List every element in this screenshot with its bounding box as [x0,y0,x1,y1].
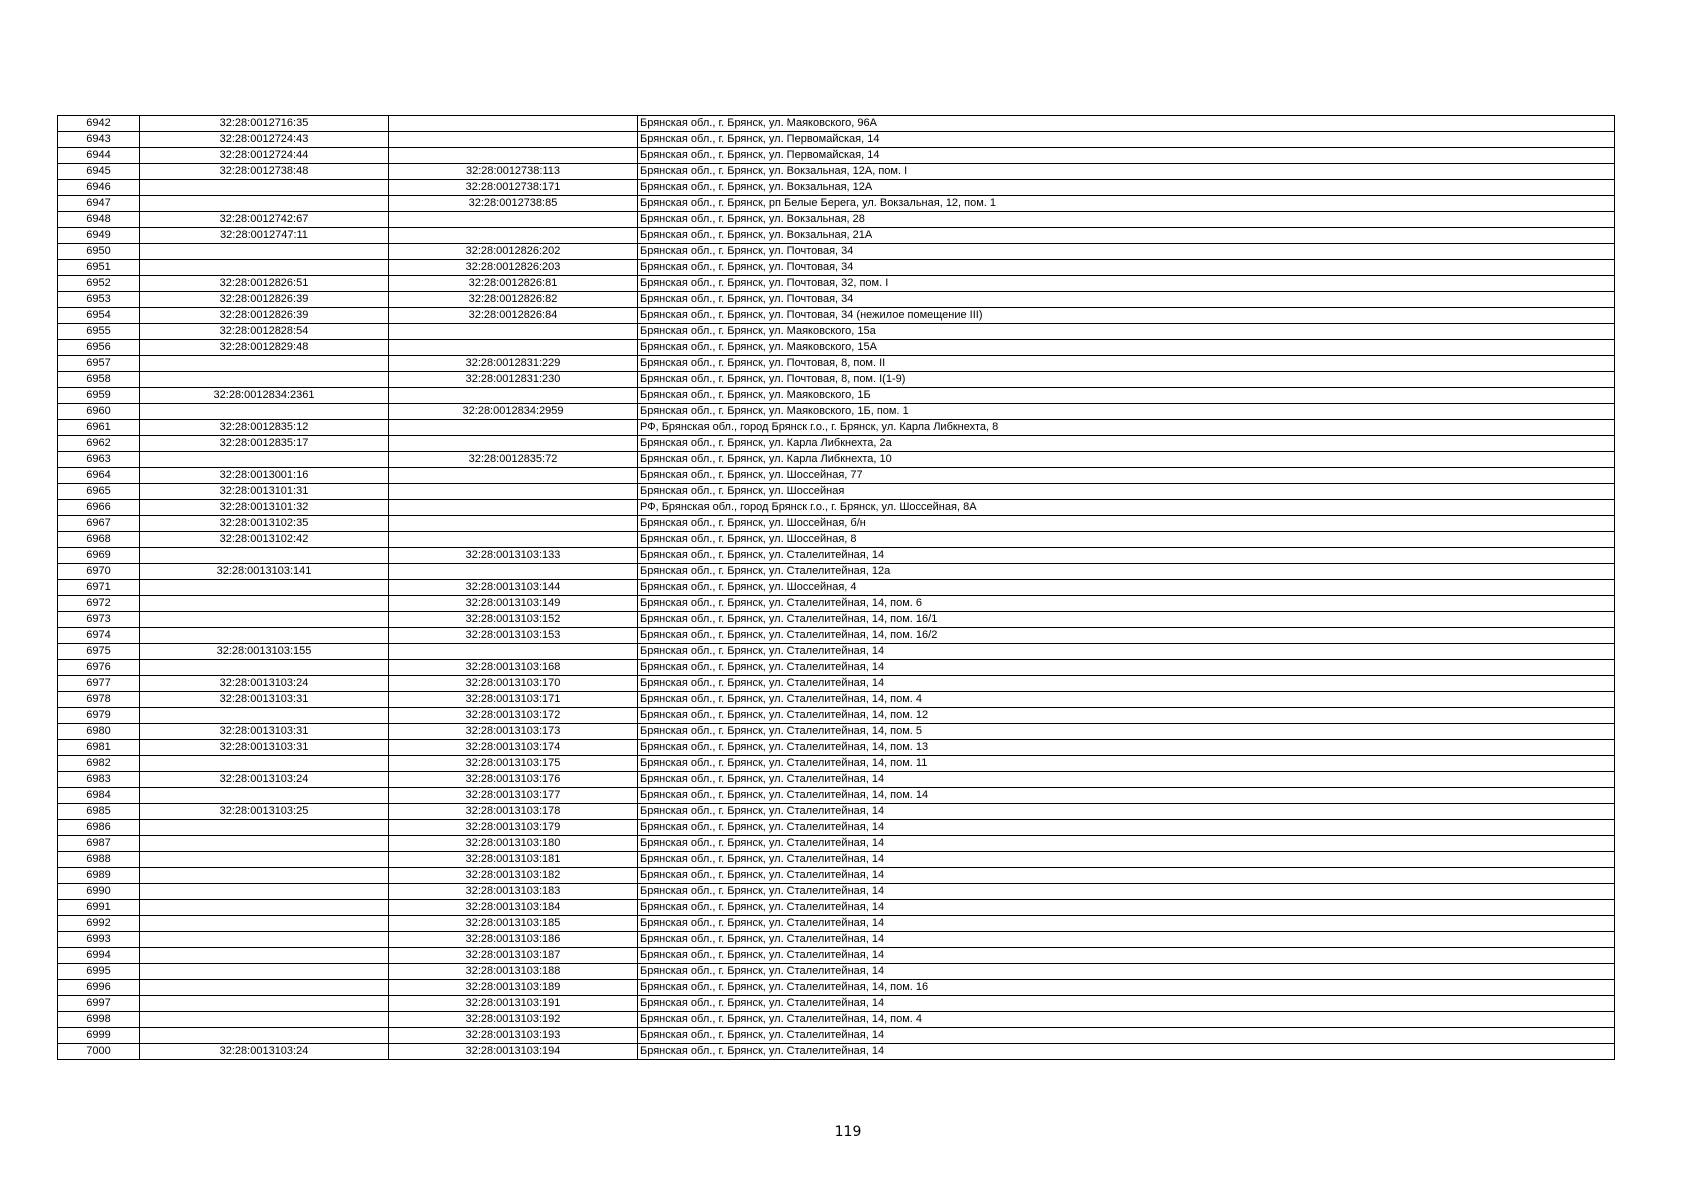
premises-cadastral-number-cell: 32:28:0012738:171 [389,180,638,196]
address-cell: Брянская обл., г. Брянск, ул. Вокзальная, 12А, пом. I [638,164,1615,180]
table-row [58,516,1615,532]
row-number-cell: 6978 [58,692,140,708]
cadastral-number-cell [140,548,389,564]
cadastral-number-cell [140,996,389,1012]
table-row [58,836,1615,852]
premises-cadastral-number-cell: 32:28:0013103:178 [389,804,638,820]
table-row [58,948,1615,964]
table-row [58,564,1615,580]
row-number-cell: 6966 [58,500,140,516]
table-body [58,116,1615,1060]
table-row [58,404,1615,420]
row-number-cell: 6982 [58,756,140,772]
address-cell: Брянская обл., г. Брянск, ул. Маяковского, 15а [638,324,1615,340]
cadastral-number-cell: 32:28:0013103:24 [140,772,389,788]
table-row [58,884,1615,900]
table-row [58,916,1615,932]
address-cell: Брянская обл., г. Брянск, ул. Сталелитейная, 14, пом. 12 [638,708,1615,724]
table-row [58,116,1615,132]
premises-cadastral-number-cell: 32:28:0012834:2959 [389,404,638,420]
premises-cadastral-number-cell: 32:28:0013103:193 [389,1028,638,1044]
row-number-cell: 6955 [58,324,140,340]
address-cell: Брянская обл., г. Брянск, ул. Сталелитейная, 14 [638,852,1615,868]
address-cell: Брянская обл., г. Брянск, рп Белые Берега, ул. Вокзальная, 12, пом. 1 [638,196,1615,212]
table-row [58,580,1615,596]
row-number-cell: 7000 [58,1044,140,1060]
premises-cadastral-number-cell: 32:28:0012826:203 [389,260,638,276]
table-row [58,708,1615,724]
row-number-cell: 6962 [58,436,140,452]
cadastral-number-cell: 32:28:0012724:44 [140,148,389,164]
table-row [58,148,1615,164]
premises-cadastral-number-cell: 32:28:0013103:153 [389,628,638,644]
table-row [58,820,1615,836]
address-cell: Брянская обл., г. Брянск, ул. Шоссейная, б/н [638,516,1615,532]
row-number-cell: 6987 [58,836,140,852]
table-row [58,1044,1615,1060]
table-row [58,228,1615,244]
cadastral-number-cell: 32:28:0012826:39 [140,292,389,308]
cadastral-number-cell [140,932,389,948]
table-row [58,1028,1615,1044]
row-number-cell: 6944 [58,148,140,164]
row-number-cell: 6946 [58,180,140,196]
cadastral-number-cell: 32:28:0013101:31 [140,484,389,500]
premises-cadastral-number-cell: 32:28:0013103:187 [389,948,638,964]
table-row [58,132,1615,148]
premises-cadastral-number-cell: 32:28:0013103:144 [389,580,638,596]
cadastral-number-cell [140,900,389,916]
address-cell: Брянская обл., г. Брянск, ул. Вокзальная, 21А [638,228,1615,244]
address-cell: Брянская обл., г. Брянск, ул. Сталелитейная, 14, пом. 13 [638,740,1615,756]
address-cell: Брянская обл., г. Брянск, ул. Почтовая, 34 [638,260,1615,276]
property-registry-table [57,115,1615,1060]
cadastral-number-cell: 32:28:0012747:11 [140,228,389,244]
row-number-cell: 6990 [58,884,140,900]
address-cell: Брянская обл., г. Брянск, ул. Сталелитейная, 14 [638,932,1615,948]
table-row [58,372,1615,388]
address-cell: Брянская обл., г. Брянск, ул. Первомайская, 14 [638,132,1615,148]
row-number-cell: 6964 [58,468,140,484]
row-number-cell: 6968 [58,532,140,548]
table-row [58,788,1615,804]
table-row [58,180,1615,196]
row-number-cell: 6997 [58,996,140,1012]
cadastral-number-cell [140,180,389,196]
address-cell: Брянская обл., г. Брянск, ул. Сталелитейная, 14 [638,1044,1615,1060]
address-cell: Брянская обл., г. Брянск, ул. Сталелитейная, 14, пом. 4 [638,692,1615,708]
table-row [58,724,1615,740]
row-number-cell: 6958 [58,372,140,388]
premises-cadastral-number-cell: 32:28:0013103:173 [389,724,638,740]
row-number-cell: 6991 [58,900,140,916]
address-cell: Брянская обл., г. Брянск, ул. Почтовая, 32, пом. I [638,276,1615,292]
address-cell: Брянская обл., г. Брянск, ул. Почтовая, 8, пом. II [638,356,1615,372]
table-row [58,980,1615,996]
cadastral-number-cell [140,196,389,212]
table-row [58,468,1615,484]
premises-cadastral-number-cell: 32:28:0013103:172 [389,708,638,724]
row-number-cell: 6976 [58,660,140,676]
address-cell: Брянская обл., г. Брянск, ул. Сталелитейная, 14 [638,836,1615,852]
address-cell: Брянская обл., г. Брянск, ул. Сталелитейная, 14, пом. 11 [638,756,1615,772]
cadastral-number-cell [140,596,389,612]
cadastral-number-cell: 32:28:0012738:48 [140,164,389,180]
row-number-cell: 6973 [58,612,140,628]
table-row [58,548,1615,564]
cadastral-number-cell [140,612,389,628]
address-cell: Брянская обл., г. Брянск, ул. Сталелитейная, 14 [638,644,1615,660]
address-cell: Брянская обл., г. Брянск, ул. Вокзальная, 28 [638,212,1615,228]
cadastral-number-cell [140,820,389,836]
table-row [58,484,1615,500]
cadastral-number-cell: 32:28:0012835:12 [140,420,389,436]
row-number-cell: 6961 [58,420,140,436]
premises-cadastral-number-cell: 32:28:0013103:170 [389,676,638,692]
premises-cadastral-number-cell: 32:28:0012738:113 [389,164,638,180]
cadastral-number-cell [140,404,389,420]
row-number-cell: 6956 [58,340,140,356]
table-row [58,660,1615,676]
row-number-cell: 6974 [58,628,140,644]
row-number-cell: 6957 [58,356,140,372]
table-row [58,340,1615,356]
table-row [58,500,1615,516]
premises-cadastral-number-cell: 32:28:0013103:181 [389,852,638,868]
premises-cadastral-number-cell: 32:28:0013103:168 [389,660,638,676]
cadastral-number-cell [140,916,389,932]
cadastral-number-cell: 32:28:0013103:155 [140,644,389,660]
address-cell: Брянская обл., г. Брянск, ул. Сталелитейная, 14 [638,660,1615,676]
address-cell: Брянская обл., г. Брянск, ул. Маяковского, 1Б [638,388,1615,404]
cadastral-number-cell [140,788,389,804]
row-number-cell: 6977 [58,676,140,692]
table-row [58,212,1615,228]
row-number-cell: 6993 [58,932,140,948]
premises-cadastral-number-cell [389,420,638,436]
cadastral-number-cell: 32:28:0012742:67 [140,212,389,228]
premises-cadastral-number-cell: 32:28:0013103:183 [389,884,638,900]
premises-cadastral-number-cell [389,340,638,356]
cadastral-number-cell: 32:28:0013103:24 [140,1044,389,1060]
row-number-cell: 6988 [58,852,140,868]
premises-cadastral-number-cell: 32:28:0012826:202 [389,244,638,260]
row-number-cell: 6969 [58,548,140,564]
row-number-cell: 6971 [58,580,140,596]
row-number-cell: 6942 [58,116,140,132]
cadastral-number-cell [140,948,389,964]
address-cell: Брянская обл., г. Брянск, ул. Сталелитейная, 14, пом. 14 [638,788,1615,804]
table-row [58,420,1615,436]
address-cell: Брянская обл., г. Брянск, ул. Сталелитейная, 14 [638,676,1615,692]
address-cell: Брянская обл., г. Брянск, ул. Почтовая, 34 [638,244,1615,260]
row-number-cell: 6960 [58,404,140,420]
cadastral-number-cell [140,756,389,772]
row-number-cell: 6954 [58,308,140,324]
premises-cadastral-number-cell: 32:28:0013103:149 [389,596,638,612]
row-number-cell: 6996 [58,980,140,996]
cadastral-number-cell: 32:28:0012716:35 [140,116,389,132]
premises-cadastral-number-cell [389,564,638,580]
row-number-cell: 6967 [58,516,140,532]
table-row [58,308,1615,324]
premises-cadastral-number-cell [389,436,638,452]
table-row [58,164,1615,180]
table-row [58,244,1615,260]
row-number-cell: 6983 [58,772,140,788]
row-number-cell: 6947 [58,196,140,212]
row-number-cell: 6951 [58,260,140,276]
cadastral-number-cell: 32:28:0012826:39 [140,308,389,324]
premises-cadastral-number-cell: 32:28:0013103:152 [389,612,638,628]
table-row [58,756,1615,772]
premises-cadastral-number-cell: 32:28:0013103:171 [389,692,638,708]
table-row [58,628,1615,644]
premises-cadastral-number-cell: 32:28:0012826:81 [389,276,638,292]
address-cell: Брянская обл., г. Брянск, ул. Сталелитейная, 14, пом. 16 [638,980,1615,996]
address-cell: Брянская обл., г. Брянск, ул. Почтовая, 8, пом. I(1-9) [638,372,1615,388]
address-cell: Брянская обл., г. Брянск, ул. Сталелитейная, 14 [638,1028,1615,1044]
address-cell: Брянская обл., г. Брянск, ул. Сталелитейная, 12а [638,564,1615,580]
premises-cadastral-number-cell: 32:28:0013103:185 [389,916,638,932]
cadastral-number-cell: 32:28:0012826:51 [140,276,389,292]
address-cell: Брянская обл., г. Брянск, ул. Сталелитейная, 14, пом. 16/2 [638,628,1615,644]
premises-cadastral-number-cell [389,148,638,164]
table-row [58,436,1615,452]
address-cell: Брянская обл., г. Брянск, ул. Шоссейная [638,484,1615,500]
premises-cadastral-number-cell: 32:28:0013103:177 [389,788,638,804]
premises-cadastral-number-cell [389,324,638,340]
premises-cadastral-number-cell [389,228,638,244]
table-row [58,644,1615,660]
cadastral-number-cell [140,852,389,868]
address-cell: Брянская обл., г. Брянск, ул. Сталелитейная, 14 [638,884,1615,900]
address-cell: Брянская обл., г. Брянск, ул. Сталелитейная, 14 [638,820,1615,836]
premises-cadastral-number-cell [389,468,638,484]
premises-cadastral-number-cell: 32:28:0012826:84 [389,308,638,324]
cadastral-number-cell [140,1028,389,1044]
premises-cadastral-number-cell: 32:28:0013103:179 [389,820,638,836]
row-number-cell: 6975 [58,644,140,660]
premises-cadastral-number-cell: 32:28:0013103:175 [389,756,638,772]
address-cell: Брянская обл., г. Брянск, ул. Сталелитейная, 14, пом. 6 [638,596,1615,612]
premises-cadastral-number-cell [389,644,638,660]
page-number: 119 [834,1124,862,1140]
table-row [58,196,1615,212]
premises-cadastral-number-cell: 32:28:0013103:189 [389,980,638,996]
address-cell: Брянская обл., г. Брянск, ул. Сталелитейная, 14 [638,996,1615,1012]
table-row [58,1012,1615,1028]
cadastral-number-cell: 32:28:0013103:24 [140,676,389,692]
cadastral-number-cell [140,868,389,884]
cadastral-number-cell [140,260,389,276]
table-row [58,260,1615,276]
table-row [58,292,1615,308]
cadastral-number-cell: 32:28:0013103:25 [140,804,389,820]
row-number-cell: 6965 [58,484,140,500]
premises-cadastral-number-cell: 32:28:0013103:182 [389,868,638,884]
address-cell: РФ, Брянская обл., город Брянск г.о., г. Брянск, ул. Карла Либкнехта, 8 [638,420,1615,436]
table-row [58,996,1615,1012]
cadastral-number-cell [140,372,389,388]
table-row [58,932,1615,948]
premises-cadastral-number-cell [389,388,638,404]
address-cell: Брянская обл., г. Брянск, ул. Сталелитейная, 14 [638,804,1615,820]
row-number-cell: 6998 [58,1012,140,1028]
row-number-cell: 6950 [58,244,140,260]
table-row [58,532,1615,548]
table-row [58,452,1615,468]
table-row [58,596,1615,612]
premises-cadastral-number-cell: 32:28:0013103:174 [389,740,638,756]
table-row [58,692,1615,708]
premises-cadastral-number-cell: 32:28:0012831:230 [389,372,638,388]
premises-cadastral-number-cell: 32:28:0013103:180 [389,836,638,852]
premises-cadastral-number-cell: 32:28:0013103:184 [389,900,638,916]
cadastral-number-cell: 32:28:0013103:31 [140,724,389,740]
row-number-cell: 6963 [58,452,140,468]
cadastral-number-cell [140,580,389,596]
row-number-cell: 6984 [58,788,140,804]
address-cell: Брянская обл., г. Брянск, ул. Сталелитейная, 14 [638,948,1615,964]
row-number-cell: 6980 [58,724,140,740]
cadastral-number-cell: 32:28:0012724:43 [140,132,389,148]
cadastral-number-cell [140,980,389,996]
premises-cadastral-number-cell: 32:28:0012831:229 [389,356,638,372]
address-cell: Брянская обл., г. Брянск, ул. Сталелитейная, 14 [638,868,1615,884]
cadastral-number-cell: 32:28:0012834:2361 [140,388,389,404]
cadastral-number-cell [140,660,389,676]
address-cell: Брянская обл., г. Брянск, ул. Маяковского, 96А [638,116,1615,132]
row-number-cell: 6943 [58,132,140,148]
table-row [58,900,1615,916]
premises-cadastral-number-cell: 32:28:0012835:72 [389,452,638,468]
table-row [58,612,1615,628]
row-number-cell: 6945 [58,164,140,180]
cadastral-number-cell [140,964,389,980]
premises-cadastral-number-cell: 32:28:0013103:186 [389,932,638,948]
table-row [58,388,1615,404]
row-number-cell: 6972 [58,596,140,612]
row-number-cell: 6948 [58,212,140,228]
cadastral-number-cell [140,356,389,372]
address-cell: Брянская обл., г. Брянск, ул. Сталелитейная, 14, пом. 4 [638,1012,1615,1028]
premises-cadastral-number-cell [389,516,638,532]
cadastral-number-cell [140,452,389,468]
table-row [58,804,1615,820]
table-row [58,276,1615,292]
cadastral-number-cell [140,836,389,852]
cadastral-number-cell [140,884,389,900]
premises-cadastral-number-cell: 32:28:0013103:188 [389,964,638,980]
address-cell: Брянская обл., г. Брянск, ул. Сталелитейная, 14 [638,900,1615,916]
premises-cadastral-number-cell [389,500,638,516]
cadastral-number-cell [140,244,389,260]
cadastral-number-cell: 32:28:0012828:54 [140,324,389,340]
premises-cadastral-number-cell: 32:28:0012738:85 [389,196,638,212]
premises-cadastral-number-cell: 32:28:0013103:192 [389,1012,638,1028]
cadastral-number-cell: 32:28:0013103:141 [140,564,389,580]
address-cell: Брянская обл., г. Брянск, ул. Сталелитейная, 14 [638,772,1615,788]
premises-cadastral-number-cell [389,484,638,500]
address-cell: Брянская обл., г. Брянск, ул. Карла Либкнехта, 10 [638,452,1615,468]
row-number-cell: 6979 [58,708,140,724]
table-row [58,772,1615,788]
cadastral-number-cell: 32:28:0013103:31 [140,740,389,756]
address-cell: Брянская обл., г. Брянск, ул. Сталелитейная, 14 [638,964,1615,980]
row-number-cell: 6952 [58,276,140,292]
address-cell: Брянская обл., г. Брянск, ул. Сталелитейная, 14 [638,548,1615,564]
row-number-cell: 6985 [58,804,140,820]
row-number-cell: 6995 [58,964,140,980]
table-row [58,868,1615,884]
cadastral-number-cell: 32:28:0013103:31 [140,692,389,708]
row-number-cell: 6981 [58,740,140,756]
row-number-cell: 6959 [58,388,140,404]
table-row [58,964,1615,980]
premises-cadastral-number-cell: 32:28:0013103:133 [389,548,638,564]
cadastral-number-cell [140,628,389,644]
cadastral-number-cell: 32:28:0013101:32 [140,500,389,516]
row-number-cell: 6992 [58,916,140,932]
premises-cadastral-number-cell: 32:28:0012826:82 [389,292,638,308]
address-cell: Брянская обл., г. Брянск, ул. Шоссейная, 4 [638,580,1615,596]
cadastral-number-cell [140,708,389,724]
table-row [58,324,1615,340]
premises-cadastral-number-cell [389,132,638,148]
address-cell: Брянская обл., г. Брянск, ул. Первомайская, 14 [638,148,1615,164]
row-number-cell: 6986 [58,820,140,836]
cadastral-number-cell: 32:28:0013102:42 [140,532,389,548]
row-number-cell: 6994 [58,948,140,964]
row-number-cell: 6949 [58,228,140,244]
address-cell: Брянская обл., г. Брянск, ул. Карла Либкнехта, 2а [638,436,1615,452]
address-cell: Брянская обл., г. Брянск, ул. Маяковского, 1Б, пом. 1 [638,404,1615,420]
cadastral-number-cell: 32:28:0013102:35 [140,516,389,532]
table-row [58,676,1615,692]
address-cell: Брянская обл., г. Брянск, ул. Шоссейная, 77 [638,468,1615,484]
address-cell: РФ, Брянская обл., город Брянск г.о., г. Брянск, ул. Шоссейная, 8А [638,500,1615,516]
row-number-cell: 6999 [58,1028,140,1044]
cadastral-number-cell: 32:28:0013001:16 [140,468,389,484]
row-number-cell: 6953 [58,292,140,308]
premises-cadastral-number-cell: 32:28:0013103:194 [389,1044,638,1060]
cadastral-number-cell: 32:28:0012829:48 [140,340,389,356]
row-number-cell: 6989 [58,868,140,884]
premises-cadastral-number-cell [389,532,638,548]
cadastral-number-cell: 32:28:0012835:17 [140,436,389,452]
address-cell: Брянская обл., г. Брянск, ул. Сталелитейная, 14, пом. 5 [638,724,1615,740]
table-row [58,740,1615,756]
address-cell: Брянская обл., г. Брянск, ул. Почтовая, 34 (нежилое помещение III) [638,308,1615,324]
premises-cadastral-number-cell [389,212,638,228]
row-number-cell: 6970 [58,564,140,580]
address-cell: Брянская обл., г. Брянск, ул. Сталелитейная, 14 [638,916,1615,932]
cadastral-number-cell [140,1012,389,1028]
address-cell: Брянская обл., г. Брянск, ул. Почтовая, 34 [638,292,1615,308]
premises-cadastral-number-cell [389,116,638,132]
table-row [58,356,1615,372]
premises-cadastral-number-cell: 32:28:0013103:176 [389,772,638,788]
table-row [58,852,1615,868]
address-cell: Брянская обл., г. Брянск, ул. Маяковского, 15А [638,340,1615,356]
address-cell: Брянская обл., г. Брянск, ул. Шоссейная, 8 [638,532,1615,548]
address-cell: Брянская обл., г. Брянск, ул. Сталелитейная, 14, пом. 16/1 [638,612,1615,628]
premises-cadastral-number-cell: 32:28:0013103:191 [389,996,638,1012]
address-cell: Брянская обл., г. Брянск, ул. Вокзальная, 12А [638,180,1615,196]
